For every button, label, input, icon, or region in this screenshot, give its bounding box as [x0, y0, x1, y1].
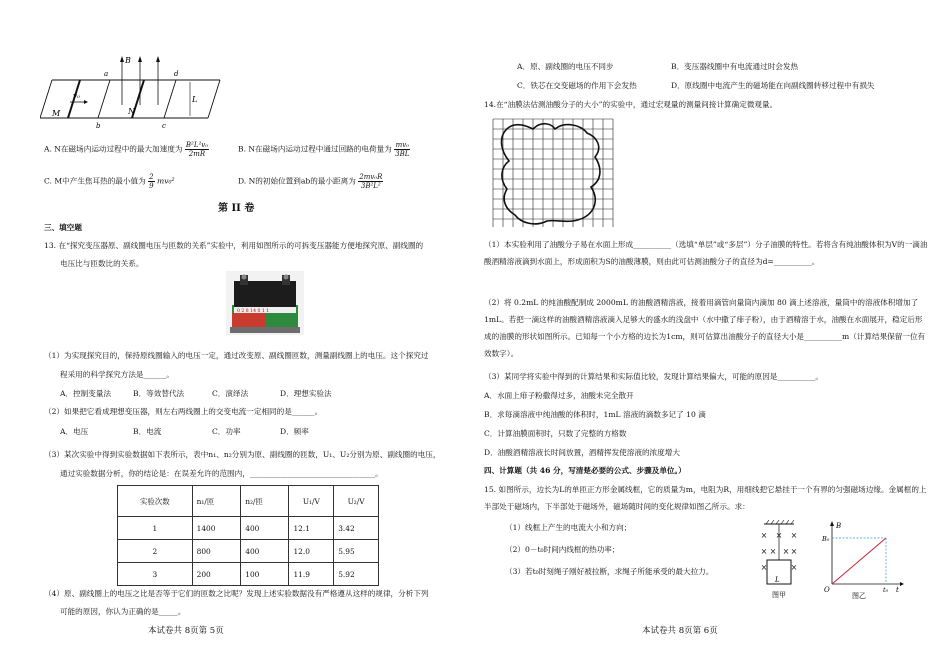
label-N: N — [128, 107, 135, 116]
rail-figure — [40, 50, 225, 130]
q15-2: （2）0－t₀时间内线框的热功率； — [505, 545, 620, 554]
q13-1-line1: （1）为实现探究目的，保持原线圈输入的电压一定，通过改变原、副线圈匝数，测量副线圈上的电压。这个探究过 — [44, 351, 429, 360]
q12-option-b: B. N在磁场内运动过程中通过回路的电荷量为 $\frac{\text{mv₀}}{3BL}$ — [238, 141, 410, 158]
cross-mark: × — [782, 547, 790, 556]
q12r-opt-d: D．原线圈中电流产生的磁场能在向副线圈转移过程中有损失 — [671, 81, 875, 90]
label-c: c — [162, 122, 166, 130]
q14-stem: 14.在“油膜法估测油酸分子的大小”的实验中，通过宏观量的测量间接计算确定微观量。 — [484, 100, 778, 109]
label-L: L — [192, 95, 198, 104]
table-header: n₁/匝 — [192, 486, 241, 517]
table-header: U₁/V — [289, 486, 334, 517]
axis-t0: t₀ — [883, 586, 889, 594]
table-row — [118, 517, 379, 540]
q14-3-opt-c: C．计算油膜面积时，只数了完整的方格数 — [484, 429, 627, 438]
table-cell: 12.0 — [289, 540, 334, 563]
q13-stem-line1: 13. 在“探究变压器原、副线圈电压与匝数的关系”实验中，利用如图所示的可拆变压器能方便地探究原、副线圈的 — [44, 241, 424, 250]
table-cell: 800 — [192, 540, 241, 563]
page-footer-right: 本试卷共 8页第 6页 — [642, 626, 718, 636]
q14-3-opt-b: B．求每滴溶液中纯油酸的体积时，1mL 溶液的滴数多记了 10 滴 — [484, 410, 706, 419]
cross-mark: × — [760, 531, 768, 540]
q12r-opt-b: B．变压器线圈中有电流通过时会发热 — [671, 62, 799, 71]
table-cell: 5.92 — [334, 563, 379, 586]
q13-1-opt-d: D．理想实验法 — [280, 389, 332, 398]
axis-t: t — [896, 586, 899, 594]
table-cell: 1400 — [192, 517, 241, 540]
table-cell: 200 — [192, 563, 241, 586]
table-cell: 5.95 — [334, 540, 379, 563]
table-cell: 12.1 — [289, 517, 334, 540]
figure-jia-caption: 图甲 — [772, 591, 786, 599]
q14-1: （1）本实验利用了油酸分子易在水面上形成__________（选填“单层”或“多层”）分子油膜的特性。若将含有纯油酸体积为V的一滴油酸酒精溶液滴到水面上，形成面积为S的油酸薄膜，则由此可估测油酸分子的直径为d=__________。 — [484, 240, 928, 266]
q14-3: （3）某同学将实验中得到的计算结果和实际值比较，发现计算结果偏大，可能的原因是__________。 — [484, 372, 823, 381]
table-header: n₂/匝 — [241, 486, 289, 517]
label-M: M — [52, 109, 61, 118]
photo-scale: 0 2 8 14 0 1 1 — [237, 309, 270, 314]
cross-mark: × — [769, 547, 777, 556]
q13-stem-line2: 电压比与匝数比的关系。 — [60, 259, 144, 268]
table-cell: 3.42 — [334, 517, 379, 540]
q12-option-a: A. N在磁场内运动过程中的最大加速度为 $\frac{\text{B²L²v₀}}{2mR}$ — [44, 141, 209, 158]
figure-yi — [822, 520, 904, 600]
cross-mark: × — [775, 531, 783, 540]
table-row — [118, 540, 379, 563]
label-B: B — [125, 56, 131, 65]
figure-yi-caption: 图乙 — [852, 592, 866, 600]
table-cell: 2 — [118, 540, 193, 563]
q13-1-opt-a: A．控制变量法 — [60, 389, 112, 398]
q13-2-opt-b: B．电流 — [133, 427, 162, 436]
oil-film-grid — [491, 117, 615, 227]
table-cell: 400 — [241, 517, 289, 540]
axis-B0: B₀ — [822, 535, 830, 543]
axis-origin: O — [824, 586, 830, 594]
q13-1-opt-b: B．等效替代法 — [133, 389, 185, 398]
table-header-row — [118, 486, 379, 517]
label-b: b — [96, 122, 101, 130]
axis-B: B — [836, 522, 842, 530]
table-row — [118, 563, 379, 586]
figure-jia — [760, 520, 818, 600]
transformer-photo — [226, 271, 304, 335]
cross-mark: × — [790, 547, 798, 556]
label-v0: v₀ — [73, 92, 80, 100]
q12-option-c: C. M中产生焦耳热的最小值为 $\frac{2}{9}$ mv₀² — [44, 173, 175, 190]
q12r-opt-a: A．原、副线圈的电压不同步 — [517, 62, 614, 71]
q15-3: （3）若t₀时刻绳子刚好被拉断，求绳子所能承受的最大拉力。 — [505, 567, 714, 576]
section-title: 第 II 卷 — [218, 203, 255, 214]
cross-mark: × — [760, 563, 768, 572]
q13-4-line2: 可能的原因，你认为正确的是_____。 — [60, 607, 186, 616]
table-cell: 100 — [241, 563, 289, 586]
section3-heading: 三、填空题 — [44, 223, 82, 232]
q14-3-opt-a: A．水面上痱子粉撒得过多，油酸未完全散开 — [484, 391, 634, 400]
q13-1-opt-c: C．演绎法 — [212, 389, 249, 398]
section4-heading: 四、计算题（共 46 分，写清楚必要的公式、步骤及单位。） — [484, 466, 686, 475]
q13-2-opt-a: A．电压 — [60, 427, 89, 436]
label-a: a — [104, 70, 109, 78]
q13-2-opt-c: C．功率 — [212, 427, 241, 436]
q14-3-opt-d: D．油酸酒精溶液长时间放置，酒精挥发使溶液的浓度增大 — [484, 448, 680, 457]
cross-mark: × — [760, 547, 768, 556]
table-header: 实验次数 — [118, 486, 193, 517]
q13-3-line1: （3）某次实验中得到实验数据如下表所示，表中n₁、n₂分别为原、副线圈的匝数，U₁、U₂分别为原、副线圈的电压， — [44, 450, 441, 459]
q15-1: （1）线框上产生的电流大小和方向； — [505, 523, 632, 532]
q13-4-line1: （4）原、副线圈上的电压之比是否等于它们的匝数之比呢？发现上述实验数据没有严格遵从这样的规律，分析下列 — [44, 589, 429, 598]
table-cell: 400 — [241, 540, 289, 563]
label-L: L — [775, 576, 780, 584]
table-cell: 1 — [118, 517, 193, 540]
table-cell: 11.9 — [289, 563, 334, 586]
q12-option-d: D. N的初始位置到ab的最小距离为 $\frac{\text{2mv₀R}}{\text{3B²L²}}$ — [238, 173, 383, 190]
q13-1-line2: 程采用的科学探究方法是______。 — [60, 370, 174, 379]
table-cell: 3 — [118, 563, 193, 586]
q13-2-opt-d: D．频率 — [280, 427, 309, 436]
page-footer-left: 本试卷共 8页第 5页 — [148, 626, 224, 636]
q15-stem: 15. 如图所示，边长为L的单匝正方形金属线框，它的质量为m，电阻为R，用细线把它悬挂于一个有界的匀强磁场边缘。金属框的上半部处于磁场内，下半部处于磁场外，磁场随时间的变化规律如图乙所示。求： — [484, 485, 927, 511]
right-page — [475, 0, 950, 672]
table-header: U₂/V — [334, 486, 379, 517]
q14-2: （2）将 0.2mL 的纯油酸配制成 2000mL 的油酸酒精溶液，接着用滴管向量筒内滴加 80 滴上述溶液，量筒中的溶液体积增加了 1mL。若把一滴这样的油酸酒精溶液滴入足够大的盛水的浅盘中（水中撒了痱子粉），由于酒精溶于水，油酸在水面展开，稳定后形成的油膜的形状如图所示。已知每一个小方格的边长为1cm，则可估算出油酸分子的直径大小是__________m（计算结果保留一位有效数字）。 — [484, 298, 926, 358]
q12r-opt-c: C．铁芯在交变磁场的作用下会发热 — [517, 81, 637, 90]
data-table — [117, 485, 379, 586]
q13-2-stem: （2）如果把它看成理想变压器，则左右两线圈上的交变电流一定相同的是______。 — [44, 407, 323, 416]
label-d: d — [174, 70, 179, 78]
cross-mark: × — [790, 531, 798, 540]
cross-mark: × — [790, 563, 798, 572]
q13-3-line2: 通过实验数据分析，你的结论是：在误差允许的范围内，_________________________________。 — [60, 469, 383, 478]
